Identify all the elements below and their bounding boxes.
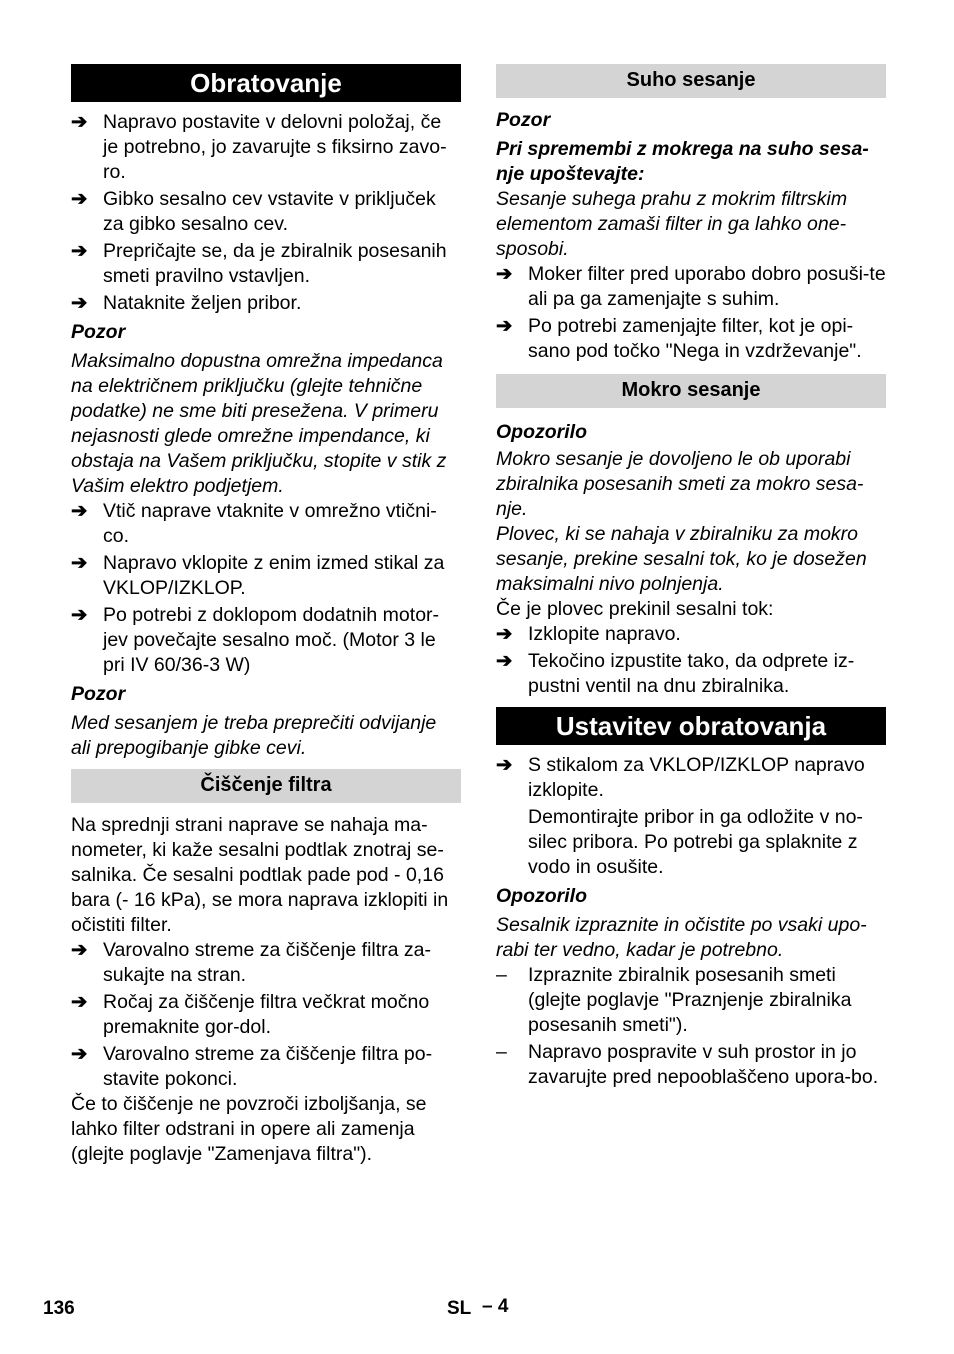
warning-text: Sesalnik izpraznite in očistite po vsaki upo-rabi ter vedno, kadar je potrebno. — [496, 914, 867, 961]
list-item: ➔ S stikalom za VKLOP/IZKLOP napravo izklopite. — [496, 754, 865, 801]
list-item: – Napravo pospravite v suh prostor in jo zavarujte pred nepooblaščeno upora-bo. — [496, 1041, 879, 1088]
caution-instruction: Pri spremembi z mokrega na suho sesa-nje upoštevajte: — [496, 138, 869, 185]
arrow-icon: ➔ — [71, 500, 88, 522]
float-note: Če je plovec prekinil sesalni tok: — [496, 598, 774, 620]
section-heading-wet-vacuuming: Mokro sesanje — [496, 374, 886, 408]
caution-label: Pozor — [496, 109, 551, 131]
arrow-icon: ➔ — [71, 111, 88, 133]
list-item: ➔ Gibko sesalno cev vstavite v priključek za gibko sesalno cev. — [71, 188, 436, 235]
arrow-icon: ➔ — [71, 604, 88, 626]
shutdown-indent-text: Demontirajte pribor in ga odložite v no-silec pribora. Po potrebi ga splaknite z vodo in osušite. — [528, 806, 863, 878]
filter-paragraph: Na sprednji strani naprave se nahaja ma-nometer, ki kaže sesalni podtlak znotraj se-salnika. Če sesalni podtlak pade pod - 0,16 bara (- 16 kPa), se mora naprava izklopiti in očistiti filter. — [71, 814, 449, 936]
list-item: ➔ Tekočino izpustite tako, da odprete iz-pustni ventil na dnu zbiralnika. — [496, 650, 855, 697]
list-item: ➔ Varovalno streme za čiščenje filtra po-stavite pokonci. — [71, 1043, 433, 1090]
arrow-icon: ➔ — [496, 623, 513, 645]
section-heading-dry-vacuuming: Suho sesanje — [496, 64, 886, 98]
page-number: 136 — [43, 1298, 75, 1319]
arrow-icon: ➔ — [496, 315, 513, 337]
warning-text: Plovec, ki se nahaja v zbiralniku za mokro sesanje, prekine sesalni tok, ko je dosežen maksimalni nivo polnjenja. — [496, 523, 867, 595]
list-item: ➔ Vtič naprave vtaknite v omrežno vtični-co. — [71, 500, 437, 547]
section-heading-filter-cleaning: Čiščenje filtra — [71, 769, 461, 803]
filter-end-paragraph: Če to čiščenje ne povzroči izboljšanja, se lahko filter odstrani in opere ali zamenja (glejte poglavje "Zamenjava filtra"). — [71, 1093, 427, 1165]
arrow-icon: ➔ — [496, 263, 513, 285]
operation-steps — [71, 110, 461, 316]
list-item: ➔ Izklopite napravo. — [496, 623, 681, 645]
arrow-icon: ➔ — [71, 991, 88, 1013]
arrow-icon: ➔ — [71, 188, 88, 210]
dash-icon: – — [496, 1041, 507, 1063]
power-steps — [71, 499, 461, 678]
wet-steps — [496, 622, 886, 699]
section-heading-operation: Obratovanje — [71, 64, 461, 102]
warning-label: Opozorilo — [496, 421, 587, 443]
caution-text: Med sesanjem je treba preprečiti odvijanje ali prepogibanje gibke cevi. — [71, 712, 437, 759]
filter-steps — [71, 938, 461, 1092]
arrow-icon: ➔ — [71, 939, 88, 961]
list-item: – Izpraznite zbiralnik posesanih smeti (glejte poglavje "Praznjenje zbiralnika posesanih smeti"). — [496, 964, 852, 1036]
section-heading-shutdown: Ustavitev obratovanja — [496, 707, 886, 745]
language-code: SL — [447, 1298, 472, 1319]
arrow-icon: ➔ — [71, 292, 88, 314]
section-page-number: – 4 — [482, 1296, 509, 1317]
arrow-icon: ➔ — [496, 754, 513, 776]
dry-steps — [496, 262, 886, 364]
caution-text: Maksimalno dopustna omrežna impedanca na električnem priključku (glejte tehnične podatke) ne sme biti presežena. V primeru nejasnosti glede omrežne impendance, ki obstaja na Vašem priključku, stopite v stik z Vašim elektro podjetjem. — [71, 350, 447, 497]
list-item: ➔ Po potrebi z doklopom dodatnih motor-jev povečajte sesalno moč. (Motor 3 le pri IV 60/36-3 W) — [71, 604, 440, 676]
caution-label: Pozor — [71, 321, 126, 343]
arrow-icon: ➔ — [71, 240, 88, 262]
list-item: ➔ Napravo vklopite z enim izmed stikal za VKLOP/IZKLOP. — [71, 552, 445, 599]
list-item: ➔ Po potrebi zamenjajte filter, kot je opi-sano pod točko "Nega in vzdrževanje". — [496, 315, 862, 362]
warning-text: Mokro sesanje je dovoljeno le ob uporabi zbiralnika posesanih smeti za mokro sesa-nje. — [496, 448, 864, 520]
left-column — [71, 64, 461, 1167]
dash-icon: – — [496, 964, 507, 986]
list-item: ➔ Prepričajte se, da je zbiralnik posesanih smeti pravilno vstavljen. — [71, 240, 447, 287]
warning-label: Opozorilo — [496, 885, 587, 907]
list-item: ➔ Ročaj za čiščenje filtra večkrat močno premaknite gor-dol. — [71, 991, 430, 1038]
arrow-icon: ➔ — [71, 1043, 88, 1065]
shutdown-dash-list — [496, 963, 886, 1090]
list-item: ➔ Nataknite željen pribor. — [71, 292, 302, 314]
list-item: ➔ Moker filter pred uporabo dobro posuši-te ali pa ga zamenjajte s suhim. — [496, 263, 886, 310]
list-item: ➔ Varovalno streme za čiščenje filtra za-sukajte na stran. — [71, 939, 432, 986]
caution-text: Sesanje suhega prahu z mokrim filtrskim elementom zamaši filter in ga lahko one-sposobi. — [496, 188, 848, 260]
arrow-icon: ➔ — [496, 650, 513, 672]
right-column — [496, 64, 886, 1090]
arrow-icon: ➔ — [71, 552, 88, 574]
list-item: ➔ Napravo postavite v delovni položaj, če je potrebno, jo zavarujte s fiksirno zavo-ro. — [71, 111, 447, 183]
caution-label: Pozor — [71, 683, 126, 705]
